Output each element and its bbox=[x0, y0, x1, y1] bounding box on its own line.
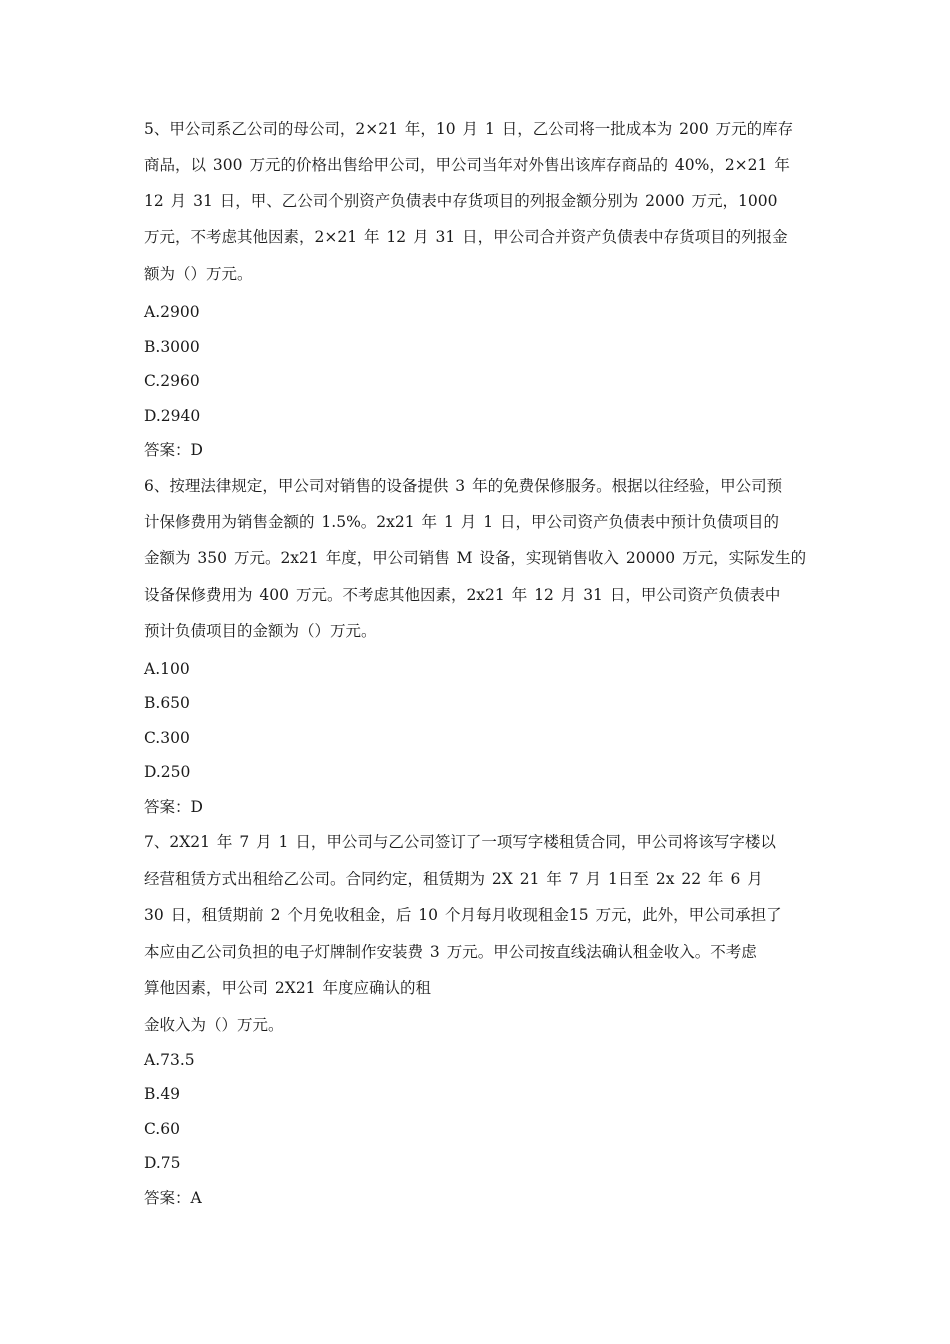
answer-line: 答案：A bbox=[144, 1189, 202, 1207]
question-stem-line: 金收入为（）万元。 bbox=[144, 1016, 284, 1034]
option-c: C.2960 bbox=[144, 372, 200, 390]
question-stem-line: 金额为 350 万元。2x21 年度，甲公司销售 M 设备，实现销售收入 20000 万元，实际发生的 bbox=[144, 549, 807, 567]
option-d: D.2940 bbox=[144, 407, 201, 425]
option-d: D.75 bbox=[144, 1154, 181, 1172]
question-stem-line: 经营租赁方式出租给乙公司。合同约定，租赁期为 2X 21 年 7 月 1日至 2x 22 年 6 月 bbox=[144, 870, 763, 888]
option-c: C.60 bbox=[144, 1120, 180, 1138]
question-stem-line: 12 月 31 日，甲、乙公司个别资产负债表中存货项目的列报金额分别为 2000 万元，1000 bbox=[144, 192, 778, 210]
question-stem-line: 6、按理法律规定，甲公司对销售的设备提供 3 年的免费保修服务。根据以往经验，甲公司预 bbox=[144, 477, 783, 495]
question-stem-line: 计保修费用为销售金额的 1.5%。2x21 年 1 月 1 日，甲公司资产负债表中预计负债项目的 bbox=[144, 513, 779, 531]
question-stem-line: 额为（）万元。 bbox=[144, 265, 253, 283]
question-stem-line: 预计负债项目的金额为（）万元。 bbox=[144, 622, 377, 640]
question-stem-line: 30 日，租赁期前 2 个月免收租金，后 10 个月每月收现租金15 万元，此外，甲公司承担了 bbox=[144, 906, 782, 924]
answer-line: 答案：D bbox=[144, 798, 203, 816]
question-stem-line: 7、2X21 年 7 月 1 日，甲公司与乙公司签订了一项写字楼租赁合同，甲公司将该写字楼以 bbox=[144, 833, 776, 851]
question-stem-line: 万元，不考虑其他因素，2×21 年 12 月 31 日，甲公司合并资产负债表中存货项目的列报金 bbox=[144, 228, 788, 246]
option-b: B.49 bbox=[144, 1085, 181, 1103]
question-stem-line: 本应由乙公司负担的电子灯牌制作安装费 3 万元。甲公司按直线法确认租金收入。不考虑 bbox=[144, 943, 757, 961]
option-c: C.300 bbox=[144, 729, 190, 747]
option-b: B.3000 bbox=[144, 338, 200, 356]
option-a: A.100 bbox=[144, 660, 190, 678]
option-d: D.250 bbox=[144, 763, 191, 781]
option-a: A.73.5 bbox=[144, 1051, 195, 1069]
option-b: B.650 bbox=[144, 694, 190, 712]
question-stem-line: 5、甲公司系乙公司的母公司，2×21 年，10 月 1 日，乙公司将一批成本为 200 万元的库存 bbox=[144, 120, 794, 138]
question-stem-line: 设备保修费用为 400 万元。不考虑其他因素，2x21 年 12 月 31 日，甲公司资产负债表中 bbox=[144, 586, 781, 604]
question-stem-line: 算他因素，甲公司 2X21 年度应确认的租 bbox=[144, 979, 431, 997]
question-stem-line: 商品，以 300 万元的价格出售给甲公司，甲公司当年对外售出该库存商品的 40%，2×21 年 bbox=[144, 156, 790, 174]
answer-line: 答案：D bbox=[144, 441, 203, 459]
option-a: A.2900 bbox=[144, 303, 200, 321]
